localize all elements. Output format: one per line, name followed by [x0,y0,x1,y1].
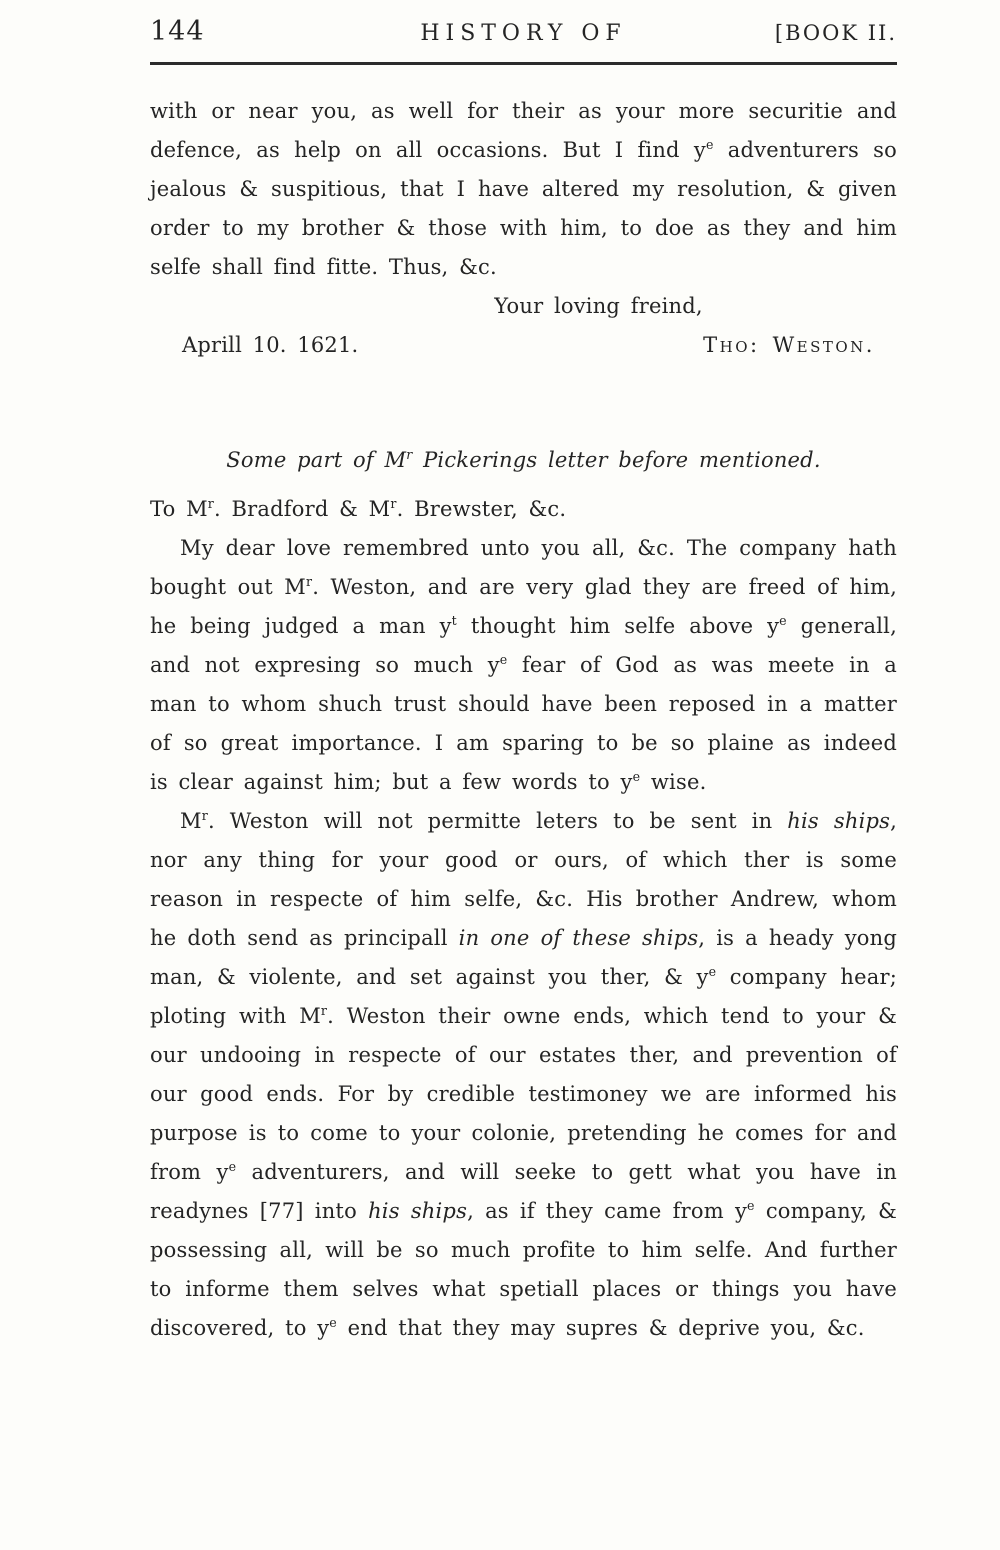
header-rule [150,62,897,65]
page-body [150,92,897,1348]
letter-closing: Your loving freind, [494,294,703,318]
letter-body-paragraph: My dear love remembred unto you all, &c. The company hath bought out $M^r$. Weston, and are very glad they are freed of him, he being judged a man $y^t$ thought him selfe above $y^e$ generall, and not expresing so much $y^e$ fear of God as was meete in a man to whom shuch trust should have been reposed in a matter of so great importance. I am sparing to be so plaine as indeed is clear against him; but a few words to $y^e$ wise. [150,536,897,794]
page-header [150,16,897,47]
letter-date: Aprill 10. 1621. [182,333,359,357]
signature-line [150,326,897,365]
page-number: 144 [150,16,205,47]
letter-signature: Tho: Weston. [703,333,875,357]
book-label: [BOOK II. [774,21,897,45]
salutation: To $M^r$. Bradford & $M^r$. Brewster, &c. [150,496,567,521]
section-heading: Some part of $M^r$ Pickerings letter before mentioned. [226,447,821,472]
letter-body-paragraph: with or near you, as well for their as your more securitie and defence, as help on all occasions. But I find $y^e$ adventurers so jealous & suspitious, that I have altered my resolution, & given order to my brother & those with him, to doe as they and him selfe shall find fitte. Thus, &c. [150,99,897,279]
running-title: HISTORY OF [420,21,627,46]
letter-body-paragraph: $M^r$. Weston will not permitte leters to be sent in his ships, nor any thing for your good or ours, of which ther is some reason in respecte of him selfe, &c. His brother Andrew, whom he doth send as principall in one of these ships, is a heady yong man, & violente, and set against you ther, & $y^e$ company hear; ploting with $M^r$. Weston their owne ends, which tend to your & our undooing in respecte of our estates ther, and prevention of our good ends. For by credible testimoney we are informed his purpose is to come to your colonie, pretending he comes for and from $y^e$ adventurers, and will seeke to gett what you have in readynes [77] into his ships, as if they came from $y^e$ company, & possessing all, will be so much profite to him selfe. And further to informe them selves what spetiall places or things you have discovered, to $y^e$ end that they may supres & deprive you, &c. [150,808,898,1340]
